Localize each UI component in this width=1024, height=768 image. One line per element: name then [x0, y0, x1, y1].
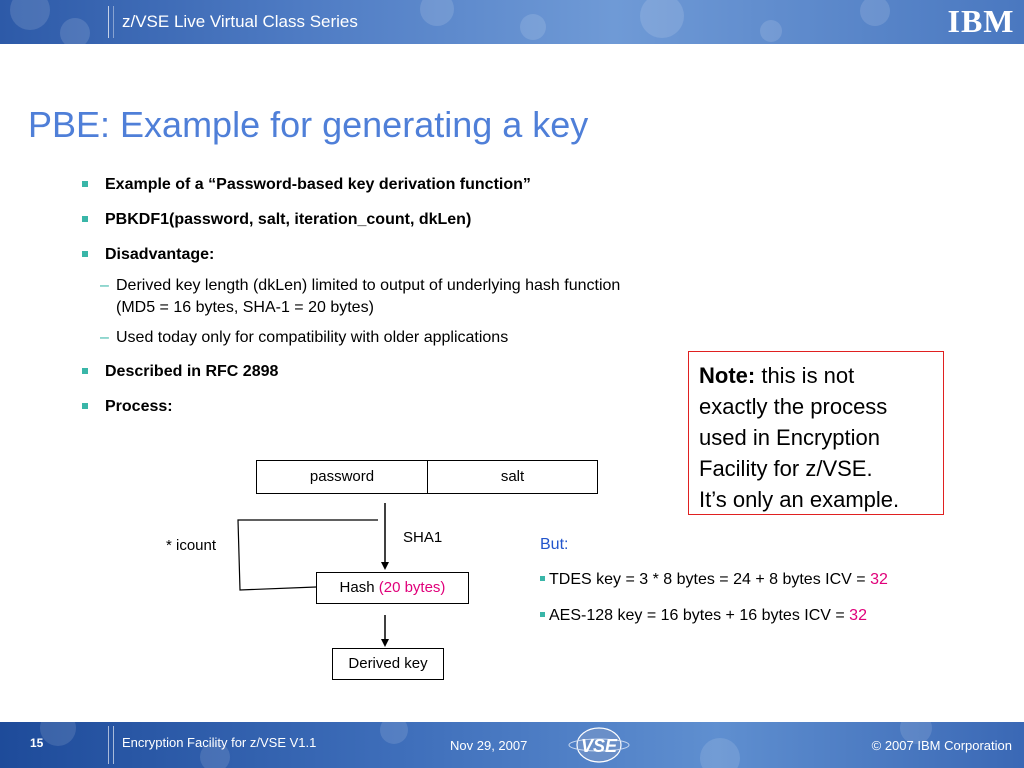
slide-title: PBE: Example for generating a key [28, 104, 589, 145]
page-number: 15 [30, 736, 44, 750]
footer-band [0, 722, 1024, 768]
footer-copyright: © 2007 IBM Corporation [871, 738, 1012, 753]
icount-label: * icount [166, 537, 217, 554]
password-box: password [256, 460, 428, 494]
note-label: Note: [699, 363, 756, 388]
svg-text:VSE: VSE [580, 736, 618, 756]
but-line-tdes: TDES key = 3 * 8 bytes = 24 + 8 bytes ICV = 32 [540, 571, 888, 589]
sub-bullet-text: Used today only for compatibility with older applications [116, 329, 509, 346]
derived-key-box: Derived key [332, 648, 444, 680]
bullet-text: Example of a “Password-based key derivation function” [105, 176, 531, 193]
sha1-label: SHA1 [403, 529, 443, 546]
bullet-square-icon [540, 612, 545, 617]
note-text: It’s only an example. [699, 487, 900, 512]
note-text: this is not [755, 363, 855, 388]
vse-logo [568, 726, 630, 764]
bullet-text: Process: [105, 398, 173, 415]
hash-label: Hash [339, 579, 379, 596]
but-line-aes: AES-128 key = 16 bytes + 16 bytes ICV = 32 [540, 607, 867, 625]
sub-bullet-text: (MD5 = 16 bytes, SHA-1 = 20 bytes) [116, 299, 374, 316]
note-text: used in Encryption [699, 425, 880, 450]
note-text: Facility for z/VSE. [699, 456, 873, 481]
but-heading: But: [540, 536, 569, 553]
bullet-text: Disadvantage: [105, 246, 215, 263]
salt-box: salt [427, 460, 598, 494]
footer-title: Encryption Facility for z/VSE V1.1 [122, 735, 317, 750]
footer-date: Nov 29, 2007 [450, 738, 528, 753]
header-title: z/VSE Live Virtual Class Series [122, 12, 358, 31]
dash-icon: – [100, 329, 109, 346]
sub-bullet-text: Derived key length (dkLen) limited to output of underlying hash function [116, 277, 621, 294]
bullet-text: PBKDF1(password, salt, iteration_count, dkLen) [105, 211, 472, 228]
bullet-square-icon [540, 576, 545, 581]
hash-size: (20 bytes) [378, 579, 446, 596]
bullet-text: Described in RFC 2898 [105, 363, 279, 380]
hash-box [316, 572, 469, 604]
note-text: exactly the process [699, 394, 888, 419]
ibm-logo: IBM [947, 3, 1015, 39]
dash-icon: – [100, 277, 109, 294]
